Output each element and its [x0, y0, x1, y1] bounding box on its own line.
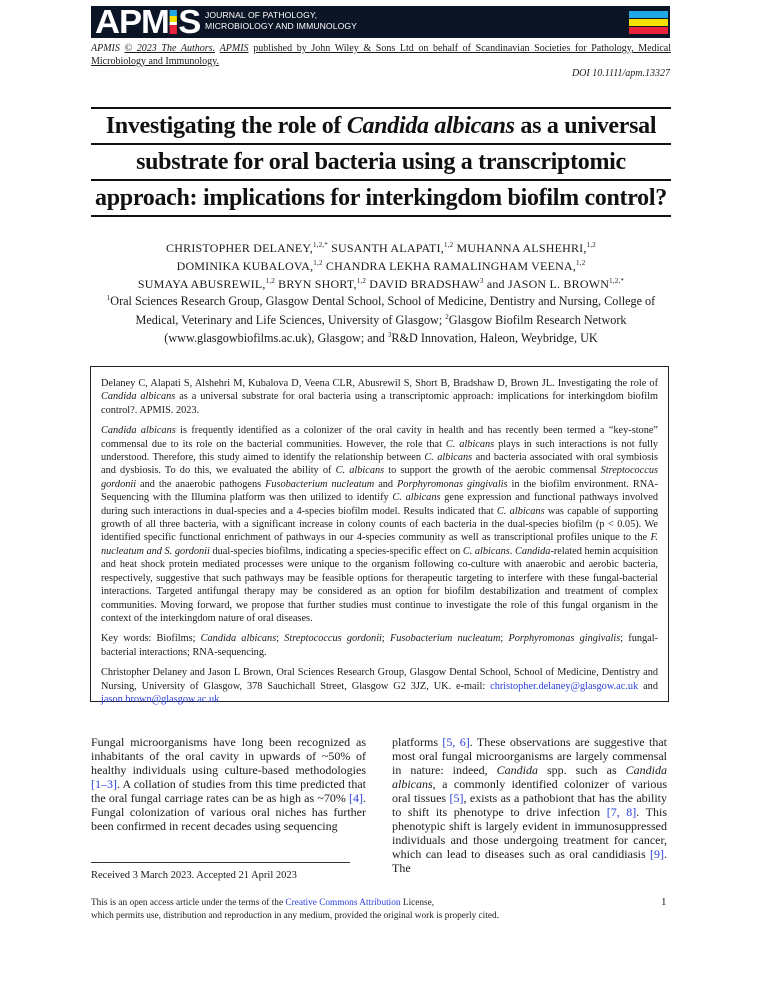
author: CHRISTOPHER DELANEY,	[166, 241, 313, 255]
affiliations: $^1$Oral Sciences Research Group, Glasgow Dental School, School of Medicine, Dentistry and Nursing, College of Medical, Veterinary and Life Sciences, University of Glasgow; $^2$Glasgow Biofilm Research Network (www.glasgowbiofilms.ac.uk), Glasgow; and $^3$R&D Innovation, Haleon, Weybridge, UK	[106, 294, 656, 346]
journal-name: JOURNAL OF PATHOLOGY, MICROBIOLOGY AND IMMUNOLOGY	[205, 10, 357, 31]
author: SUSANTH ALAPATI,	[331, 241, 444, 255]
author: DAVID BRADSHAW	[369, 277, 480, 291]
reference-link[interactable]: [7, 8]	[606, 805, 637, 819]
apmis-logo: APM S	[95, 3, 201, 40]
reference-link[interactable]: [5]	[449, 791, 464, 805]
title-line-1: Investigating the role of Candida albicans as a universal	[91, 107, 671, 143]
author-list: CHRISTOPHER DELANEY,$^{1,2,*}$ SUSANTH ALAPATI,$^{1,2}$ MUHANNA ALSHEHRI,$^{1,2}$ DOMINIKA KUBALOVA,$^{1,2}$ CHANDRA LEKHA RAMALINGHAM VEENA,$^{1,2}$ SUMAYA ABUSREWIL,$^{1,2}$ BRYN SHORT,$^{1,2}$ DAVID BRADSHAW$^3$ and JASON L. $BROWN^{1,2,*}$	[137, 241, 625, 291]
received-dates: Received 3 March 2023. Accepted 21 April 2023	[91, 870, 297, 881]
reference-link[interactable]: [4]	[349, 791, 363, 805]
cc-license-link[interactable]: Creative Commons Attribution	[285, 898, 401, 908]
body-column-right: platforms [5, 6]. These observations are suggestive that most oral fungal microorganisms are largely commensal in nature: indeed, Candida spp. such as Candida albicans, a commonly identified colonizer of various oral tissues [5], exists as a pathobiont that has the ability to shift its phenotype to drive infection [7, 8]. This phenotypic shift is largely evident in immunosuppressed individuals and those undergoing treatment for cancer, which can lead to diseases such as oral candidiasis [9]. The	[392, 735, 667, 875]
license-notice: This is an open access article under the terms of the Creative Commons Attribution License, which permits use, distribution and reproduction in any medium, provided the original work is properly cited.	[91, 898, 499, 921]
copyright-notice: APMIS © 2023 The Authors. APMIS published by John Wiley & Sons Ltd on behalf of Scandinavian Societies for Pathology, Medical Microbiology and Immunology.	[91, 43, 671, 67]
author: SUMAYA ABUSREWIL,	[137, 277, 266, 291]
author: MUHANNA ALSHEHRI,	[456, 241, 587, 255]
keywords: Key words: Biofilms; Candida albicans; Streptococcus gordonii; Fusobacterium nucleatum; Porphyromonas gingivalis; fungal-bacterial interactions; RNA-sequencing.	[101, 633, 658, 658]
page-number: 1	[661, 896, 667, 908]
abstract-box	[90, 366, 669, 705]
email-link-brown[interactable]: jason.brown@glasgow.ac.uk	[101, 693, 220, 705]
doi[interactable]: DOI 10.1111/apm.13327	[571, 68, 670, 79]
title-line-2: substrate for oral bacteria using a transcriptomic	[91, 143, 671, 179]
reference-link[interactable]: [1–3]	[91, 777, 117, 791]
citation: Delaney C, Alapati S, Alshehri M, Kubalova D, Veena CLR, Abusrewil S, Short B, Bradshaw D, Brown JL. Investigating the role of Candida albicans as a universal substrate for oral bacteria using a transcriptomic approach: implications for interkingdom biofilm control?. APMIS. 2023.	[101, 378, 658, 416]
author: and JASON L. BROWN	[486, 277, 610, 291]
logo-stripe-i	[170, 10, 177, 34]
abstract-text: Candida albicans is frequently identified as a colonizer of the oral cavity in health and has recently been termed a “key-stone” commensal due to its role on the bacterial communities. However, the role that C. albicans plays in such interactions is not fully understood. Therefore, this study aimed to identify the relationship between C. albicans and bacteria associated with oral symbiosis and dysbiosis. To do this, we evaluated the ability of C. albicans to support the growth of the aerobic commensal Streptococcus gordonii and the anaerobic pathogens Fusobacterium nucleatum and Porphyromonas gingivalis in the biofilm environment. RNA-Sequencing with the Illumina platform was then utilized to identify C. albicans gene expression and functional pathways involved during such interactions in dual-species and a 4-species biofilm model. Results indicated that C. albicans was capable of supporting growth of all three bacteria, with a significant increase in colony counts of each bacteria in the dual-species biofilm (p < 0.05). We identified specific functional enrichment of pathways in our 4-species community as well as transcriptional profiles unique to the F. nucleatum and S. gordonii dual-species biofilms, indicating a species-specific effect on C. albicans. Candida-related hemin acquisition and heat shock protein mediated processes were unique to the organism following co-culture with anaerobic and aerobic bacteria, respectively, suggestive that such pathways may be feasible options for therapeutic targeting to interfere with these fungal-bacterial interactions. Targeted antifungal therapy may be considered as an option for biofilm destabilization and treatment of complex communities. Moving forward, we propose that further studies must continue to investigate the role of this fungal organism in the context of the interkingdom nature of oral diseases.	[101, 425, 658, 624]
reference-link[interactable]: [9]	[650, 847, 664, 861]
correspondence: Christopher Delaney and Jason L Brown, Oral Sciences Research Group, Glasgow Dental School, School of Medicine, Dentistry and Nursing, University of Glasgow, 378 Sauchichall Street, Glasgow G2 3JZ, UK. e-mail: christopher.delaney@glasgow.ac.uk and jason.brown@glasgow.ac.uk	[101, 667, 658, 705]
author: BRYN SHORT,	[278, 277, 357, 291]
body-column-left: Fungal microorganisms have long been recognized as inhabitants of the oral cavity in upwards of ~50% of healthy individuals using culture-based methodologies [1–3]. A collation of studies from this time predicted that the oral fungal carriage rates can be as high as ~70% [4]. Fungal colonization of various oral niches has further been confirmed in recent decades using sequencing	[91, 735, 366, 833]
title-line-3: approach: implications for interkingdom biofilm control?	[91, 179, 671, 217]
paper-title	[91, 107, 671, 217]
reference-link[interactable]: [5, 6]	[442, 735, 470, 749]
flag-logo-icon	[629, 11, 668, 35]
footnote-divider	[91, 862, 350, 863]
author: CHANDRA LEKHA RAMALINGHAM VEENA,	[325, 259, 577, 273]
author: DOMINIKA KUBALOVA,	[176, 259, 314, 273]
email-link-delaney[interactable]: christopher.delaney@glasgow.ac.uk	[490, 680, 639, 692]
